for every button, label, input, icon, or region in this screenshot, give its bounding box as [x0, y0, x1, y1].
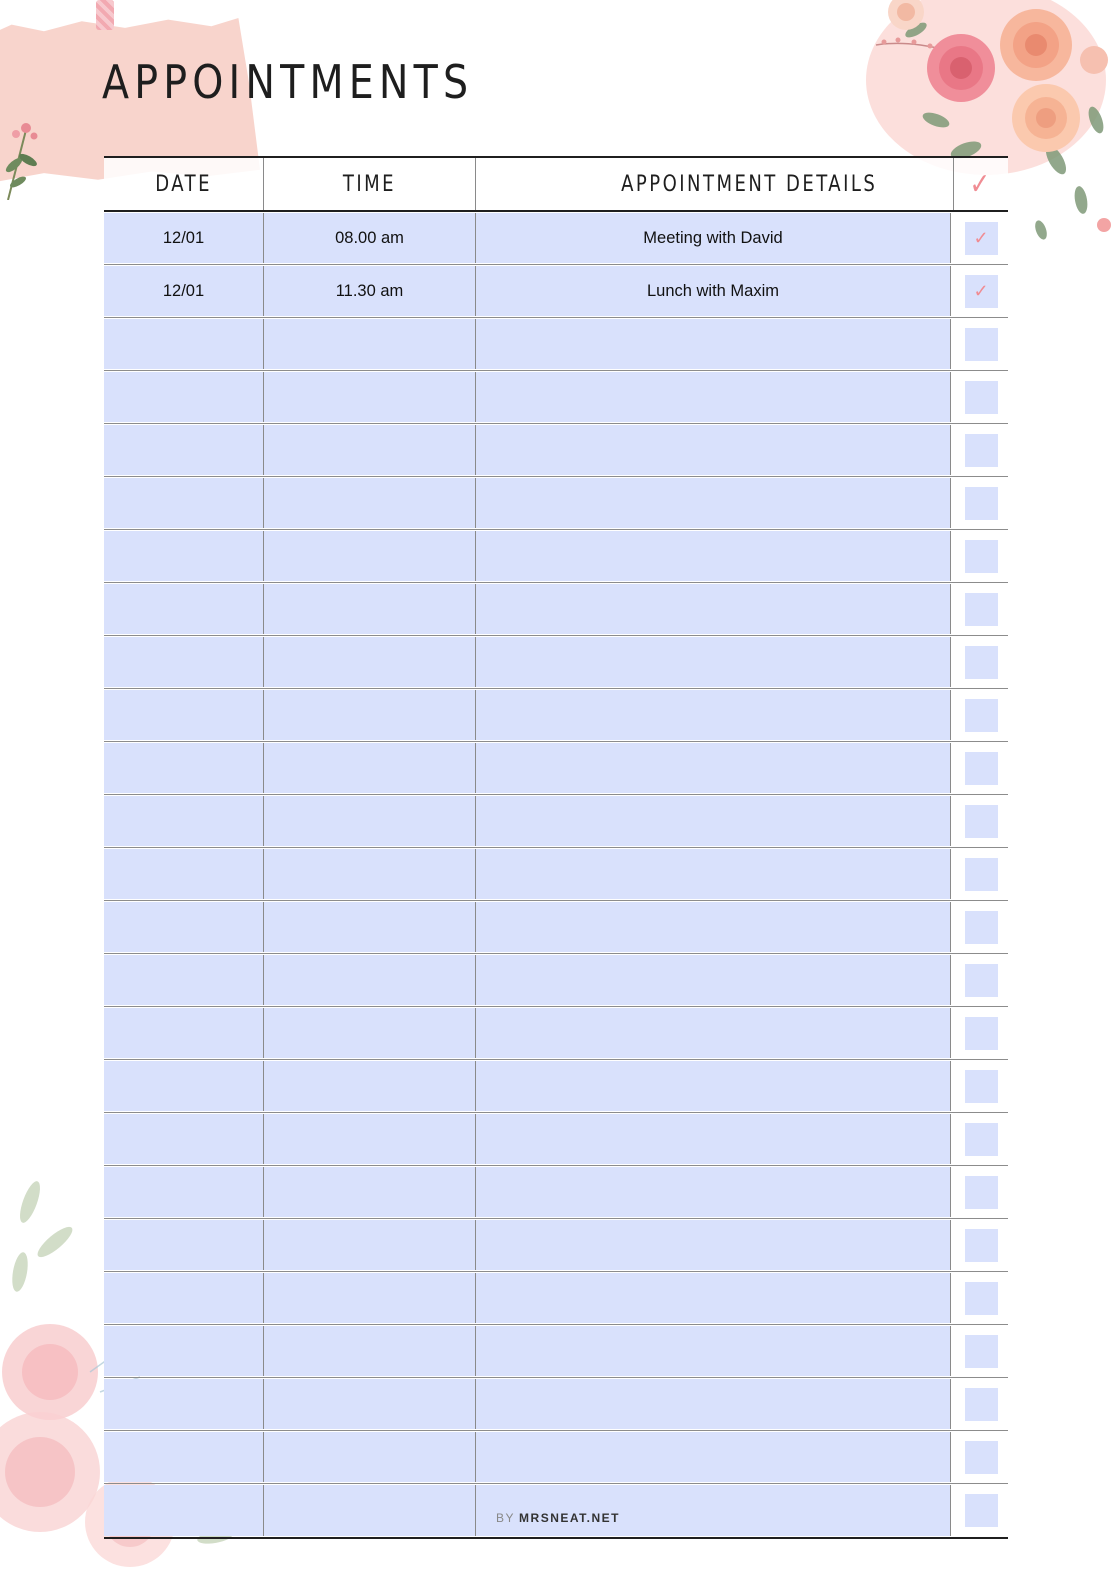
- table-row: [104, 1219, 1008, 1272]
- date-cell[interactable]: [104, 743, 264, 793]
- checkmark-icon: ✓: [969, 166, 993, 202]
- done-checkbox[interactable]: [965, 1282, 998, 1315]
- time-cell[interactable]: [264, 1273, 476, 1323]
- column-header-date-label: DATE: [155, 171, 212, 197]
- check-cell: [954, 1167, 1008, 1217]
- date-cell[interactable]: [104, 319, 264, 369]
- date-cell[interactable]: [104, 372, 264, 422]
- details-cell[interactable]: Meeting with David: [476, 213, 951, 263]
- details-cell[interactable]: [476, 425, 951, 475]
- time-cell[interactable]: [264, 1061, 476, 1111]
- done-checkbox[interactable]: [965, 1017, 998, 1050]
- time-cell[interactable]: [264, 372, 476, 422]
- time-cell[interactable]: [264, 425, 476, 475]
- check-cell: [954, 1061, 1008, 1111]
- details-cell[interactable]: [476, 1008, 951, 1058]
- time-cell[interactable]: [264, 1220, 476, 1270]
- time-cell[interactable]: [264, 796, 476, 846]
- time-cell[interactable]: [264, 531, 476, 581]
- details-cell[interactable]: [476, 1273, 951, 1323]
- appointments-table: [104, 156, 1008, 1539]
- column-header-time-label: TIME: [342, 171, 397, 197]
- date-cell[interactable]: 12/01: [104, 213, 264, 263]
- time-cell[interactable]: [264, 1379, 476, 1429]
- done-checkbox[interactable]: ✓: [965, 222, 998, 255]
- washi-tape-decoration: [96, 0, 114, 30]
- time-cell[interactable]: 08.00 am: [264, 213, 476, 263]
- date-cell[interactable]: [104, 955, 264, 1005]
- table-row: [104, 901, 1008, 954]
- table-row: [104, 212, 1008, 265]
- check-cell: [954, 213, 1008, 263]
- date-cell[interactable]: [104, 796, 264, 846]
- time-cell[interactable]: [264, 955, 476, 1005]
- check-cell: [954, 849, 1008, 899]
- table-row: [104, 689, 1008, 742]
- details-cell[interactable]: [476, 1432, 951, 1482]
- time-cell[interactable]: 11.30 am: [264, 266, 476, 316]
- date-cell[interactable]: [104, 902, 264, 952]
- done-checkbox[interactable]: [965, 1229, 998, 1262]
- done-checkbox[interactable]: [965, 858, 998, 891]
- table-row: [104, 1272, 1008, 1325]
- time-cell[interactable]: [264, 743, 476, 793]
- done-checkbox[interactable]: [965, 487, 998, 520]
- time-cell[interactable]: [264, 584, 476, 634]
- check-cell: [954, 743, 1008, 793]
- done-checkbox[interactable]: [965, 964, 998, 997]
- check-cell: [954, 319, 1008, 369]
- table-row: [104, 795, 1008, 848]
- check-cell: [954, 1432, 1008, 1482]
- date-cell[interactable]: [104, 1008, 264, 1058]
- date-cell[interactable]: [104, 1432, 264, 1482]
- check-cell: [954, 690, 1008, 740]
- details-cell[interactable]: Lunch with Maxim: [476, 266, 951, 316]
- table-row: [104, 477, 1008, 530]
- check-cell: [954, 796, 1008, 846]
- time-cell[interactable]: [264, 319, 476, 369]
- check-cell: [954, 902, 1008, 952]
- done-checkbox[interactable]: [965, 328, 998, 361]
- check-cell: [954, 1220, 1008, 1270]
- details-cell[interactable]: [476, 955, 951, 1005]
- time-cell[interactable]: [264, 1008, 476, 1058]
- check-cell: [954, 1379, 1008, 1429]
- done-checkbox[interactable]: [965, 752, 998, 785]
- details-cell[interactable]: [476, 796, 951, 846]
- time-cell[interactable]: [264, 478, 476, 528]
- done-checkbox[interactable]: [965, 540, 998, 573]
- column-header-details: [476, 158, 954, 210]
- check-cell: [954, 584, 1008, 634]
- footer-credit: [0, 1511, 1116, 1525]
- table-row: [104, 848, 1008, 901]
- date-cell[interactable]: [104, 1220, 264, 1270]
- check-cell: [954, 266, 1008, 316]
- done-checkbox[interactable]: [965, 1123, 998, 1156]
- details-cell[interactable]: [476, 1167, 951, 1217]
- details-cell[interactable]: [476, 743, 951, 793]
- table-row: [104, 371, 1008, 424]
- date-cell[interactable]: 12/01: [104, 266, 264, 316]
- check-cell: [954, 478, 1008, 528]
- done-checkbox[interactable]: [965, 434, 998, 467]
- details-cell[interactable]: [476, 1114, 951, 1164]
- time-cell[interactable]: [264, 690, 476, 740]
- date-cell[interactable]: [104, 1273, 264, 1323]
- leaf-sprig-decoration: [0, 110, 60, 200]
- time-cell[interactable]: [264, 849, 476, 899]
- done-checkbox[interactable]: [965, 1070, 998, 1103]
- footer-by: BY: [496, 1511, 516, 1525]
- table-body: [104, 212, 1008, 1537]
- date-cell[interactable]: [104, 849, 264, 899]
- date-cell[interactable]: [104, 690, 264, 740]
- details-cell[interactable]: [476, 690, 951, 740]
- done-checkbox[interactable]: [965, 805, 998, 838]
- date-cell[interactable]: [104, 1061, 264, 1111]
- check-cell: [954, 372, 1008, 422]
- table-row: [104, 954, 1008, 1007]
- details-cell[interactable]: [476, 637, 951, 687]
- date-cell[interactable]: [104, 1326, 264, 1376]
- check-cell: [954, 1114, 1008, 1164]
- done-checkbox[interactable]: [965, 646, 998, 679]
- check-cell: [954, 955, 1008, 1005]
- date-cell[interactable]: [104, 637, 264, 687]
- table-row: [104, 1060, 1008, 1113]
- column-header-date: [104, 158, 264, 210]
- done-checkbox[interactable]: [965, 911, 998, 944]
- table-row: [104, 424, 1008, 477]
- date-cell[interactable]: [104, 1114, 264, 1164]
- done-checkbox[interactable]: [965, 1441, 998, 1474]
- details-cell[interactable]: [476, 584, 951, 634]
- page-title: APPOINTMENTS: [102, 55, 474, 109]
- check-cell: [954, 531, 1008, 581]
- details-cell[interactable]: [476, 1326, 951, 1376]
- details-cell[interactable]: [476, 319, 951, 369]
- check-cell: [954, 425, 1008, 475]
- table-row: [104, 1431, 1008, 1484]
- table-row: [104, 636, 1008, 689]
- check-cell: [954, 1326, 1008, 1376]
- column-header-time: [264, 158, 476, 210]
- done-checkbox[interactable]: [965, 699, 998, 732]
- done-checkbox[interactable]: [965, 593, 998, 626]
- done-checkbox[interactable]: [965, 381, 998, 414]
- time-cell[interactable]: [264, 1114, 476, 1164]
- time-cell[interactable]: [264, 1167, 476, 1217]
- table-row: [104, 742, 1008, 795]
- done-checkbox[interactable]: ✓: [965, 275, 998, 308]
- time-cell[interactable]: [264, 637, 476, 687]
- time-cell[interactable]: [264, 1432, 476, 1482]
- date-cell[interactable]: [104, 1379, 264, 1429]
- done-checkbox[interactable]: [965, 1176, 998, 1209]
- details-cell[interactable]: [476, 372, 951, 422]
- table-row: [104, 530, 1008, 583]
- check-cell: [954, 637, 1008, 687]
- date-cell[interactable]: [104, 531, 264, 581]
- table-row: [104, 1325, 1008, 1378]
- date-cell[interactable]: [104, 584, 264, 634]
- table-row: [104, 1166, 1008, 1219]
- done-checkbox[interactable]: [965, 1388, 998, 1421]
- table-row: [104, 318, 1008, 371]
- table-row: [104, 583, 1008, 636]
- time-cell[interactable]: [264, 1326, 476, 1376]
- details-cell[interactable]: [476, 849, 951, 899]
- details-cell[interactable]: [476, 1379, 951, 1429]
- details-cell[interactable]: [476, 902, 951, 952]
- table-row: [104, 1007, 1008, 1060]
- table-row: [104, 265, 1008, 318]
- table-row: [104, 1378, 1008, 1431]
- details-cell[interactable]: [476, 531, 951, 581]
- column-header-details-label: APPOINTMENT DETAILS: [621, 171, 878, 197]
- details-cell[interactable]: [476, 1061, 951, 1111]
- done-checkbox[interactable]: [965, 1335, 998, 1368]
- date-cell[interactable]: [104, 425, 264, 475]
- date-cell[interactable]: [104, 1167, 264, 1217]
- check-cell: [954, 1008, 1008, 1058]
- details-cell[interactable]: [476, 478, 951, 528]
- table-header: [104, 158, 1008, 212]
- table-row: [104, 1113, 1008, 1166]
- time-cell[interactable]: [264, 902, 476, 952]
- date-cell[interactable]: [104, 478, 264, 528]
- check-cell: [954, 1273, 1008, 1323]
- details-cell[interactable]: [476, 1220, 951, 1270]
- footer-brand: MRSNEAT.NET: [519, 1511, 620, 1525]
- column-header-check: [954, 158, 1008, 210]
